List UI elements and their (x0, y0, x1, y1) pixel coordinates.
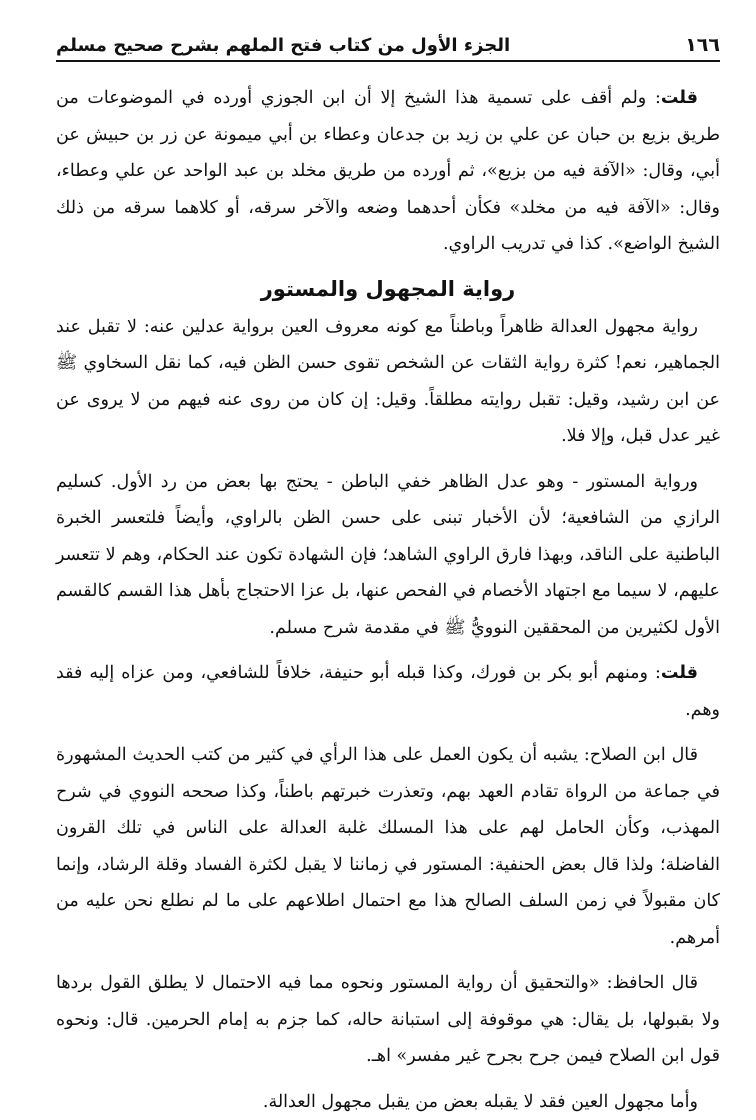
paragraph-7: وأما مجهول العين فقد لا يقبله بعض من يقبل مجهول العدالة. (56, 1084, 720, 1120)
paragraph-4-lead: قلت (661, 663, 698, 683)
page-body (56, 80, 720, 1120)
paragraph-1 (56, 80, 720, 263)
paragraph-5: قال ابن الصلاح: يشبه أن يكون العمل على هذا الرأي في كثير من كتب الحديث المشهورة في جماعة من الرواة تقادم العهد بهم، وتعذرت خبرتهم باطناً، وكذا صححه النووي في شرح المهذب، وكأن الحامل لهم على هذا المسلك غلبة العدالة على الناس في تلك القرون الفاضلة؛ ولذا قال بعض الحنفية: المستور في زماننا لا يقبل لكثرة الفساد وقلة الرشاد، وإنما كان مقبولاً في زمن السلف الصالح هذا مع احتمال اطلاعهم على ما لم نطلع نحن عليه من أمرهم. (56, 737, 720, 956)
paragraph-1-lead: قلت (661, 88, 698, 108)
paragraph-1-text: : ولم أقف على تسمية هذا الشيخ إلا أن ابن الجوزي أورده في الموضوعات من طريق بزيع بن حبان عن علي بن زيد بن جدعان وعطاء بن أبي ميمونة عن زر بن حبيش عن أبي، وقال: «الآفة فيه من بزيع»، ثم أورده من طريق مخلد بن عبد الواحد عن علي وعطاء، وقال: «الآفة فيه من مخلد» فكأن أحدهما وضعه والآخر سرقه، أو كلاهما سرقه من ذلك الشيخ الواضع». كذا في تدريب الراوي. (56, 88, 720, 254)
page-number: ١٦٦ (685, 34, 720, 56)
paragraph-4 (56, 655, 720, 728)
paragraph-4-text: : ومنهم أبو بكر بن فورك، وكذا قبله أبو حنيفة، خلافاً للشافعي، ومن عزاه إليه فقد وهم. (56, 663, 720, 720)
running-title: الجزء الأول من كتاب فتح الملهم بشرح صحيح مسلم (56, 35, 510, 56)
section-heading: رواية المجهول والمستور (56, 271, 720, 307)
running-header (56, 30, 720, 62)
paragraph-6: قال الحافظ: «والتحقيق أن رواية المستور ونحوه مما فيه الاحتمال لا يطلق القول بردها ولا بقبولها، بل يقال: هي موقوفة إلى استبانة حاله، كما جزم به إمام الحرمين. قال: ونحوه قول ابن الصلاح فيمن جرح بجرح غير مفسر» اهـ. (56, 965, 720, 1075)
paragraph-2: رواية مجهول العدالة ظاهراً وباطناً مع كونه معروف العين برواية عدلين عنه: لا تقبل عند الجماهير، نعم! كثرة رواية الثقات عن الشخص تقوى حسن الظن فيه، كما نقل السخاوي ﷺ عن ابن رشيد، وقيل: تقبل روايته مطلقاً. وقيل: إن كان من روى عنه فيهم من لا يروى عن غير عدل قبل، وإلا فلا. (56, 309, 720, 455)
paragraph-3: ورواية المستور - وهو عدل الظاهر خفي الباطن - يحتج بها بعض من رد الأول. كسليم الرازي من الشافعية؛ لأن الأخبار تبنى على حسن الظن بالراوي، وأيضاً فلتعسر الخبرة الباطنية على الناقد، وبهذا فارق الراوي الشاهد؛ فإن الشهادة تكون عند الحكام، وهم لا تتعسر عليهم، لا سيما مع اجتهاد الأخصام في الفحص عنها، بل عزا الاحتجاج بأهل هذا القسم كالقسم الأول لكثيرين من المحققين النوويُّ ﷺ في مقدمة شرح مسلم. (56, 464, 720, 647)
document-page (56, 0, 720, 1096)
